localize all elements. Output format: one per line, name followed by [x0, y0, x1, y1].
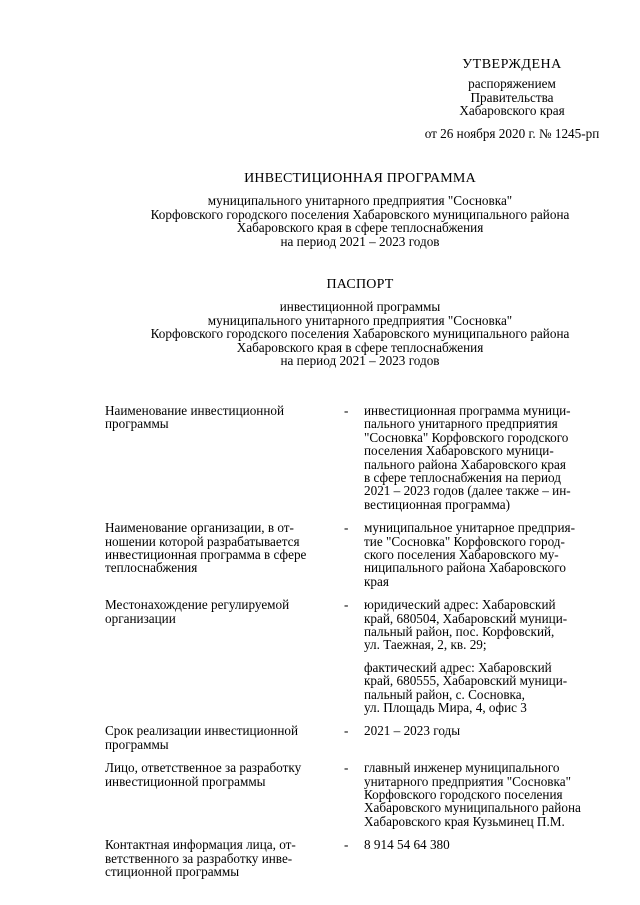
row-label-line: Наименование инвестиционной	[105, 403, 285, 418]
row-value-line: Корфовского городского поселения	[364, 787, 563, 802]
passport-line: инвестиционной программы	[279, 299, 441, 315]
program-heading: ИНВЕСТИЦИОННАЯ ПРОГРАММА	[244, 171, 476, 186]
passport-heading: ПАСПОРТ	[326, 277, 394, 292]
row-value-line: пального унитарного предприятия	[364, 416, 558, 432]
program-line: Хабаровского края в сфере теплоснабжения	[236, 220, 484, 236]
row-value-line: пального района Хабаровского края	[364, 456, 566, 472]
approval-line: Правительства	[470, 89, 554, 105]
row-value-line: 8 914 54 64 380	[364, 837, 450, 853]
row-dash: -	[344, 760, 349, 776]
row-label-line: ветственного за разработку инве-	[105, 850, 293, 866]
row-label-line: Местонахождение регулируемой	[105, 597, 290, 613]
row-label	[105, 724, 333, 751]
row-dash: -	[344, 723, 349, 739]
approval-line: Хабаровского края	[459, 103, 565, 119]
program-line: на период 2021 – 2023 годов	[280, 233, 440, 249]
row-value-line: ул. Таежная, 2, кв. 29;	[364, 637, 487, 653]
row-label-line: организации	[105, 610, 176, 626]
passport-line: на период 2021 – 2023 годов	[280, 353, 440, 369]
row-label	[105, 598, 333, 625]
row-value	[364, 838, 614, 851]
row-label-line: Наименование организации, в от-	[105, 520, 294, 536]
row-value-line: унитарного предприятия "Сосновка"	[364, 773, 571, 789]
row-value-line: юридический адрес: Хабаровский	[364, 597, 556, 613]
row-value	[364, 404, 614, 511]
program-line: муниципального унитарного предприятия "Сосновка"	[207, 193, 513, 209]
row-label	[105, 404, 333, 431]
row-label-line: инвестиционной программы	[105, 773, 266, 789]
row-value-line: поселения Хабаровского муници-	[364, 443, 554, 459]
row-label-line: инвестиционная программа в сфере	[105, 547, 307, 562]
approval-stamp	[402, 58, 622, 140]
program-title-block	[60, 172, 640, 248]
approval-date: от 26 ноября 2020 г. № 1245-рп	[424, 125, 600, 141]
row-value-line: ского поселения Хабаровского му-	[364, 547, 559, 562]
row-value-line: край, 680555, Хабаровский муници-	[364, 673, 568, 689]
row-value	[364, 521, 614, 588]
row-label	[105, 838, 333, 878]
row-value-paragraph	[364, 404, 614, 511]
approval-line: распоряжением	[468, 76, 556, 92]
row-value-line: 2021 – 2023 годов (далее также – ин-	[364, 483, 571, 499]
row-value-paragraph	[364, 838, 614, 851]
row-value-line: ул. Площадь Мира, 4, офис 3	[364, 700, 527, 716]
row-value-line: фактический адрес: Хабаровский	[364, 659, 552, 675]
row-value-line: главный инженер муниципального	[364, 760, 560, 776]
row-label-line: программы	[105, 736, 169, 752]
passport-title-block	[60, 278, 640, 367]
program-line: Корфовского городского поселения Хабаровского муниципального района	[150, 206, 570, 222]
row-dash: -	[344, 403, 349, 418]
row-value-line: пальный район, с. Сосновка,	[364, 686, 525, 702]
row-value-line: вестиционная программа)	[364, 496, 510, 512]
row-dash: -	[344, 597, 349, 613]
row-label-line: теплоснабжения	[105, 560, 198, 576]
row-value-line: инвестиционная программа муници-	[364, 403, 571, 418]
row-value-line: край, 680504, Хабаровский муници-	[364, 610, 568, 626]
row-value-paragraph	[364, 661, 614, 715]
row-value-paragraph	[364, 521, 614, 588]
row-label-line: программы	[105, 416, 169, 432]
row-value-line: 2021 – 2023 годы	[364, 723, 461, 739]
row-value-line: Хабаровского муниципального района	[364, 800, 581, 816]
passport-line: Корфовского городского поселения Хабаровского муниципального района	[150, 326, 570, 342]
row-dash: -	[344, 837, 349, 853]
approval-title: УТВЕРЖДЕНА	[462, 57, 562, 72]
row-value-paragraph	[364, 761, 614, 828]
row-dash: -	[344, 520, 349, 536]
row-value-line: муниципальное унитарное предприя-	[364, 520, 576, 536]
passport-line: муниципального унитарного предприятия "Сосновка"	[207, 312, 513, 328]
row-value-line: пальный район, пос. Корфовский,	[364, 624, 555, 639]
row-value-line: тие "Сосновка" Корфовского город-	[364, 533, 565, 549]
row-label-line: Срок реализации инвестиционной	[105, 723, 299, 739]
row-value	[364, 598, 614, 714]
row-label-line: Контактная информация лица, от-	[105, 837, 296, 853]
passport-line: Хабаровского края в сфере теплоснабжения	[236, 339, 484, 355]
row-value-line: "Сосновка" Корфовского городского	[364, 429, 569, 445]
row-value-line: края	[364, 573, 389, 589]
row-label-line: стиционной программы	[105, 864, 240, 879]
row-value-line: ниципального района Хабаровского	[364, 560, 566, 576]
row-value-line: Хабаровского края Кузьминец П.М.	[364, 813, 565, 829]
row-value	[364, 724, 614, 737]
row-label	[105, 761, 333, 788]
row-value-line: в сфере теплоснабжения на период	[364, 470, 561, 486]
row-value-paragraph	[364, 598, 614, 652]
row-label-line: Лицо, ответственное за разработку	[105, 760, 302, 776]
row-value-paragraph	[364, 724, 614, 737]
row-label	[105, 521, 333, 575]
row-value	[364, 761, 614, 828]
row-label-line: ношении которой разрабатывается	[105, 533, 300, 549]
